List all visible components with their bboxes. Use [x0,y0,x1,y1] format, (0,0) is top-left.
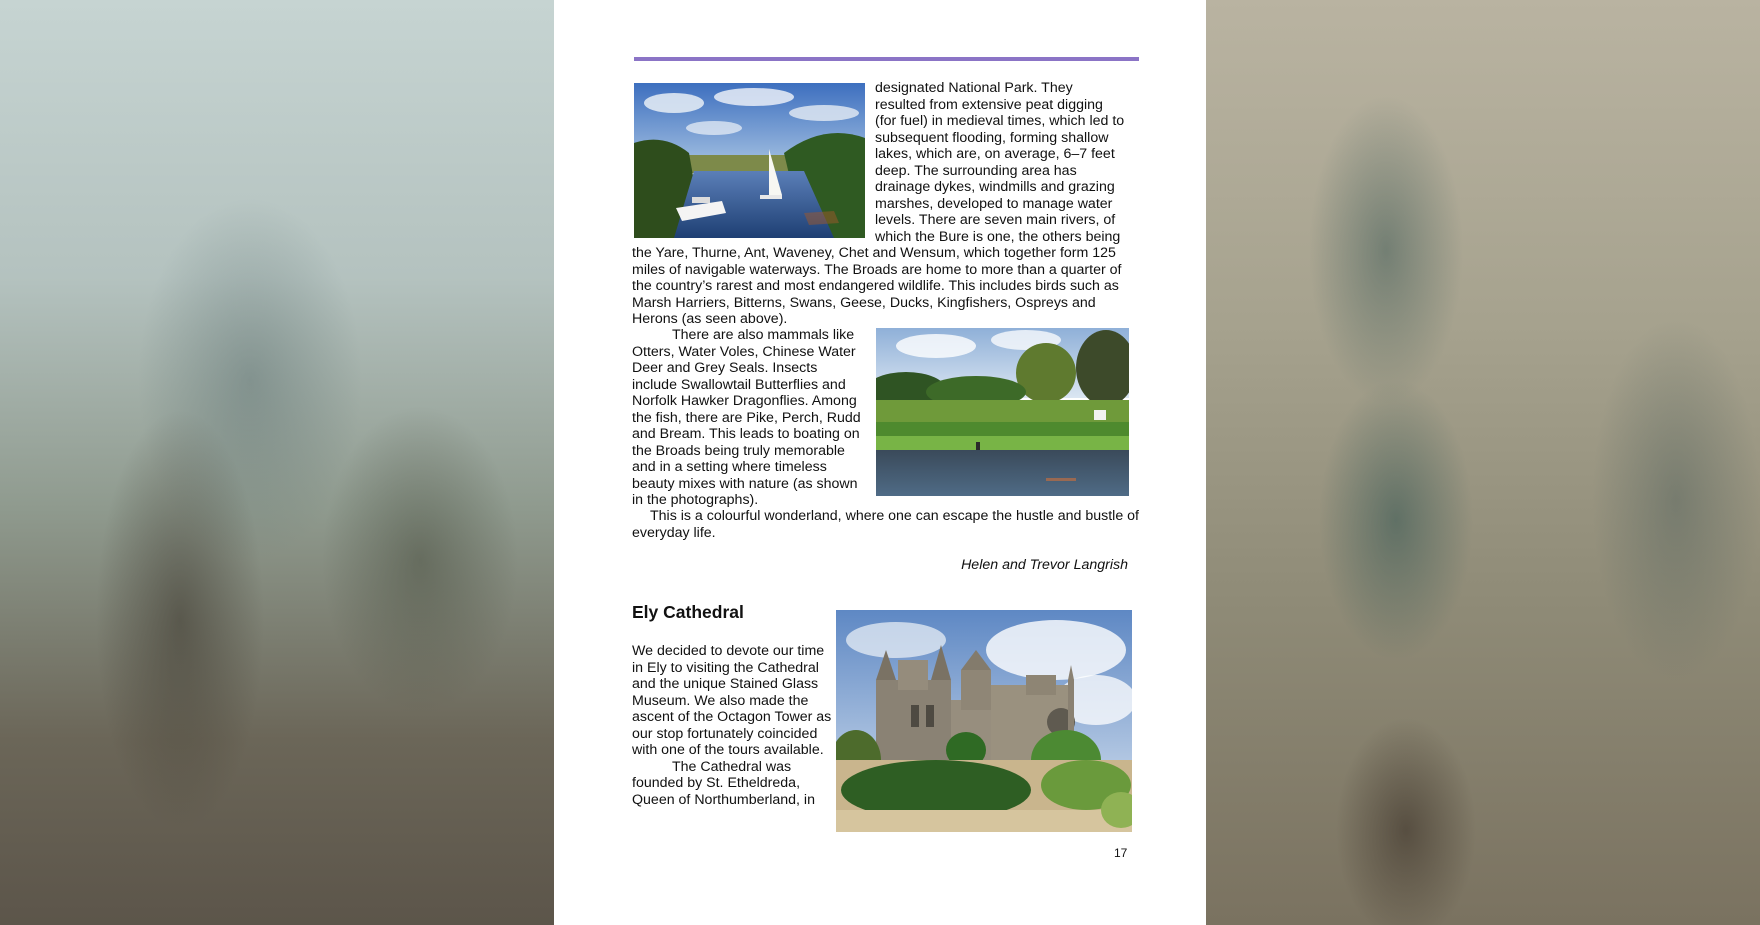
text-line: subsequent flooding, forming shallow [875,129,1109,146]
paragraph-cathedral-text: The Cathedral was founded by St. Etheldreda, Queen of Northumberland, in [632,758,815,808]
paragraph-cathedral [632,759,832,809]
paragraph-ely-text: We decided to devote our time in Ely to visiting the Cathedral and the unique Stained Glass Museum. We also made the ascent of the Octagon Tower as our stop fortunately coincided with one of the tours available. [632,643,832,758]
text-line: levels. There are seven main rivers, of [875,212,1116,228]
paragraph-wildlife-text: There are also mammals like Otters, Water Voles, Chinese Water Deer and Grey Seals. Insects include Swallowtail Butterflies and Norfolk Hawker Dragonflies. Among the fish, there are Pike, Perch, Rudd and Bream. This leads to boating on the Broads being truly memorable and in a setting where timeless beauty mixes with nature (as shown in the photographs). [632,327,861,508]
text-line: designated National Park. They [875,80,1073,96]
page-number: 17 [1114,846,1128,860]
photo-boats-on-river [634,83,865,238]
paragraph-conclusion [632,508,1142,541]
photo-garden-pond [876,328,1129,496]
section-heading: Ely Cathedral [632,602,744,622]
blurred-background-right [1206,0,1760,925]
text-line: drainage dykes, windmills and grazing [875,179,1115,195]
text-line: lakes, which are, on average, 6–7 feet [875,146,1115,162]
text-line: which the Bure is one, the others being [875,228,1121,245]
paragraph-conclusion-text: This is a colourful wonderland, where one can escape the hustle and bustle of everyday life. [632,508,1139,541]
paragraph-wildlife [632,327,866,509]
header-rule [634,57,1139,61]
text-line: (for fuel) in medieval times, which led to [875,113,1125,129]
text-line: resulted from extensive peat digging [875,96,1103,113]
text-line: marshes, developed to manage water [875,195,1113,212]
author-signature: Helen and Trevor Langrish [961,557,1128,573]
paragraph-broads-continued: the Yare, Thurne, Ant, Waveney, Chet and Wensum, which together form 125 miles of navigable waterways. The Broads are home to more than a quarter of the country’s rarest and most endangered wildlife. This includes birds such as Marsh Harriers, Bitterns, Swans, Geese, Ducks, Kingfishers, Ospreys and Herons (as seen above). [632,245,1122,327]
paragraph-ely [632,643,832,808]
paragraph-broads-intro [875,80,1137,245]
blurred-background-left [0,0,554,925]
photo-ely-cathedral [836,610,1132,832]
document-page [554,0,1206,925]
text-line: deep. The surrounding area has [875,162,1077,179]
